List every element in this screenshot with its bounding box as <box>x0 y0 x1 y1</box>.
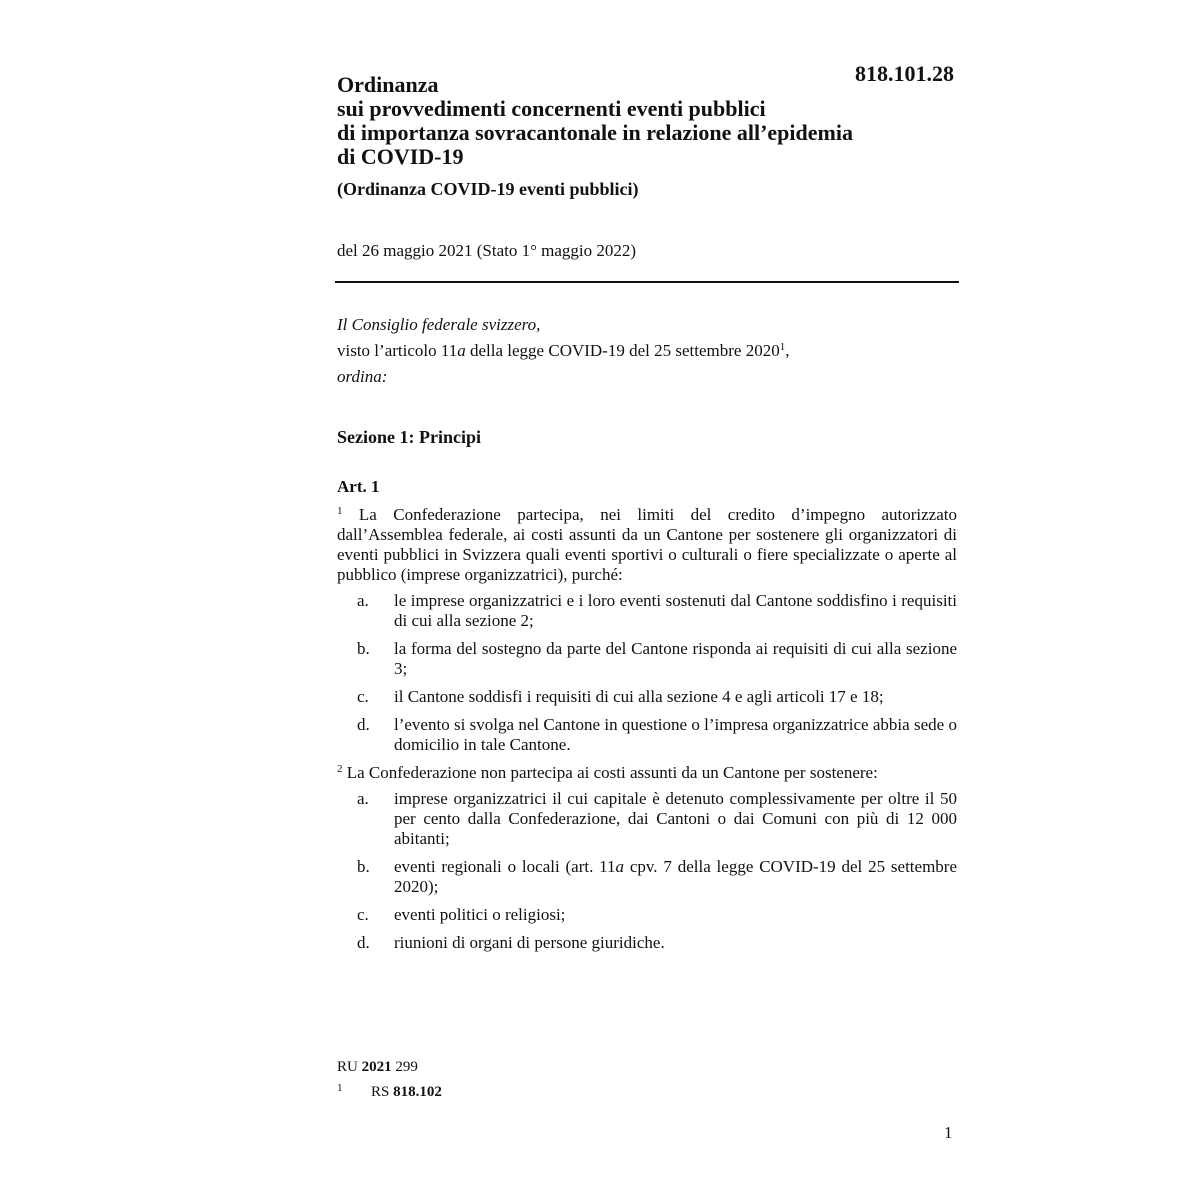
title-line: di COVID-19 <box>337 144 464 169</box>
list-letter: d. <box>357 715 370 734</box>
title-block <box>337 73 957 200</box>
footnote-ref[interactable]: 1 <box>779 341 786 353</box>
paragraph-number: 1 <box>337 505 343 517</box>
paragraph-2-list <box>337 789 957 953</box>
list-text-part: cpv. 7 della legge COVID-19 del 25 settembre 2020); <box>394 857 957 896</box>
list-item <box>337 789 957 849</box>
paragraph-1-list <box>337 591 957 755</box>
section-title: Sezione 1: Principi <box>337 427 481 447</box>
sr-number: 818.101.28 <box>855 61 954 86</box>
ru-page: 299 <box>391 1059 418 1075</box>
list-text: imprese organizzatrici il cui capitale è detenuto complessivamente per oltre il 50 per cento dalla Confederazione, dai Cantoni o dai Comuni con più di 12 000 abitanti; <box>394 789 957 848</box>
list-item <box>337 591 957 631</box>
list-text-part: eventi regionali o locali (art. 11 <box>394 857 616 876</box>
list-item <box>337 687 957 707</box>
list-text: la forma del sostegno da parte del Cantone risponda ai requisiti di cui alla sezione 3; <box>394 639 957 678</box>
list-text: il Cantone soddisfi i requisiti di cui alla sezione 4 e agli articoli 17 e 18; <box>394 687 884 706</box>
list-letter: a. <box>357 591 369 610</box>
list-text <box>394 857 957 897</box>
paragraph-2 <box>337 763 957 783</box>
footnote-number: 1 <box>337 1082 343 1094</box>
list-letter: c. <box>357 687 369 706</box>
footnotes <box>337 1057 442 1103</box>
list-letter: c. <box>357 905 369 924</box>
paragraph-text: La Confederazione non partecipa ai costi assunti da un Cantone per sostenere: <box>342 763 878 782</box>
list-letter: d. <box>357 933 370 952</box>
preamble-decree: ordina: <box>337 367 388 386</box>
list-text: riunioni di organi di persone giuridiche. <box>394 933 665 952</box>
preamble-legal-basis <box>337 338 957 364</box>
list-text: le imprese organizzatrici e i loro eventi sostenuti dal Cantone soddisfino i requisiti di cui alla sezione 2; <box>394 591 957 630</box>
preamble <box>337 312 957 390</box>
list-letter: a. <box>357 789 369 808</box>
short-title: (Ordinanza COVID-19 eventi pubblici) <box>337 179 639 199</box>
list-item <box>337 715 957 755</box>
legal-basis-end: , <box>785 341 790 360</box>
list-text-italic: a <box>615 857 625 876</box>
paragraph-number: 2 <box>337 763 343 775</box>
title-line: di importanza sovracantonale in relazione all’epidemia <box>337 120 853 145</box>
ru-prefix: RU <box>337 1059 362 1075</box>
page-number: 1 <box>944 1123 953 1142</box>
ru-reference <box>337 1057 442 1078</box>
ru-year: 2021 <box>361 1059 392 1075</box>
article-title: Art. 1 <box>337 477 380 496</box>
list-item <box>337 933 957 953</box>
title-line: Ordinanza <box>337 72 439 97</box>
legal-basis-text: della legge COVID-19 del 25 settembre 2020 <box>465 341 780 360</box>
paragraph-text: La Confederazione partecipa, nei limiti del credito d’impegno autorizzato dall’Assemblea federale, ai costi assunti da un Cantone per sostenere gli organizzatori di eventi pubblici in Svizzera quali eventi sportivi o culturali o fiere specializzate o aperte al pubblico (imprese organizzatrici), purché: <box>337 505 957 584</box>
footnote-1 <box>337 1078 442 1103</box>
title-line: sui provvedimenti concernenti eventi pubblici <box>337 96 766 121</box>
list-item <box>337 905 957 925</box>
paragraph-1 <box>337 505 957 585</box>
legal-basis-italic: a <box>457 341 466 360</box>
preamble-issuer: Il Consiglio federale svizzero, <box>337 315 541 334</box>
article-body <box>337 505 957 961</box>
list-item <box>337 639 957 679</box>
footnote-prefix: RS <box>371 1084 394 1100</box>
header-divider <box>335 281 959 283</box>
list-letter: b. <box>357 639 370 658</box>
list-item <box>337 857 957 897</box>
document-date: del 26 maggio 2021 (Stato 1° maggio 2022) <box>337 241 637 260</box>
list-letter: b. <box>357 857 370 876</box>
list-text: l’evento si svolga nel Cantone in questione o l’impresa organizzatrice abbia sede o domicilio in tale Cantone. <box>394 715 957 754</box>
legal-basis-text: visto l’articolo 11 <box>337 341 458 360</box>
footnote-reference[interactable]: 818.102 <box>393 1084 442 1100</box>
list-text: eventi politici o religiosi; <box>394 905 566 924</box>
